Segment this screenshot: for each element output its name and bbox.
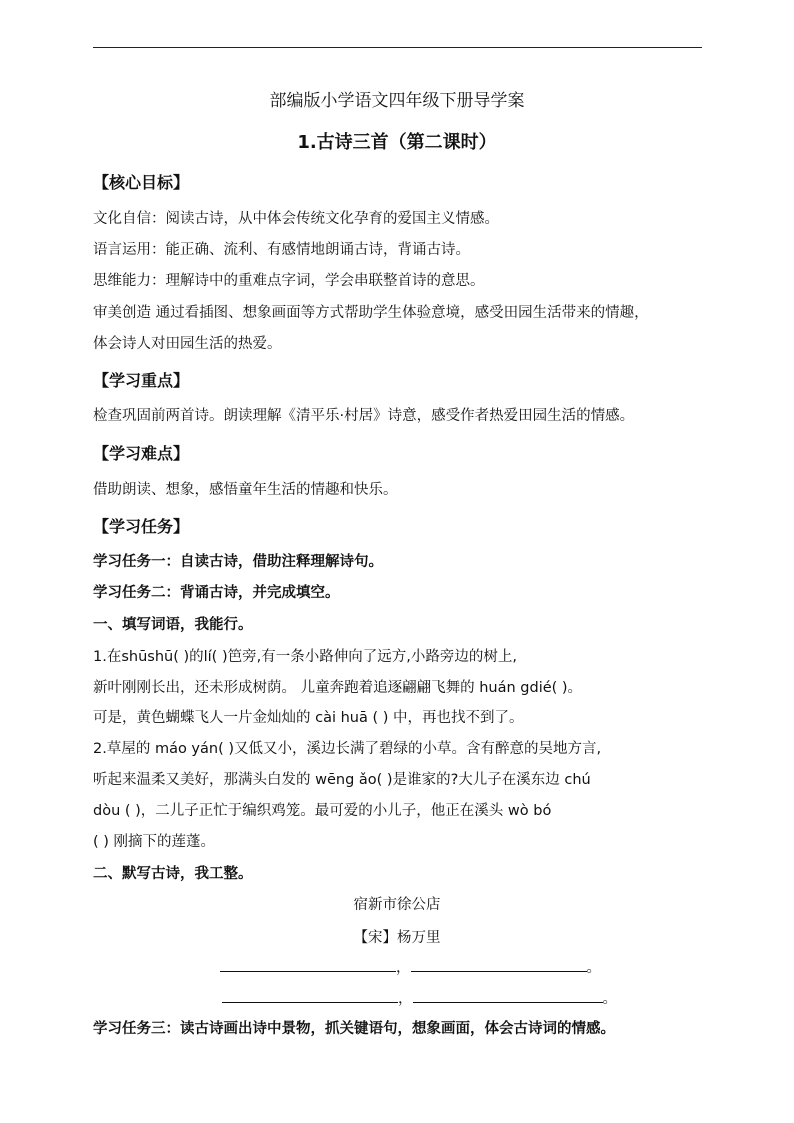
poem-blank-1a[interactable] (220, 957, 396, 972)
core-goal-2: 语言运用：能正确、流利、有感情地朗诵古诗，背诵古诗。 (93, 242, 470, 258)
poem-title: 宿新市徐公店 (353, 897, 441, 913)
part1-title: 一、填写词语，我能行。 (93, 617, 253, 633)
poem-author: 【宋】杨万里 (353, 930, 441, 946)
difficulties-text: 借助朗读、想象，感悟童年生活的情趣和快乐。 (93, 482, 398, 498)
q1-line-2: 新叶刚刚长出，还未形成树荫。 儿童奔跑着追逐翩翩飞舞的 huán gdié( )。 (93, 680, 583, 696)
poem-blank-2a[interactable] (222, 988, 398, 1003)
poem-fill-line-1[interactable]: ， 。 (220, 956, 601, 977)
task-2: 学习任务二：背诵古诗，并完成填空。 (93, 585, 340, 601)
core-goal-3: 思维能力：理解诗中的重难点字词，学会串联整首诗的意思。 (93, 273, 485, 289)
part2-title: 二、默写古诗，我工整。 (93, 866, 253, 882)
header-rule (93, 47, 702, 48)
core-goal-4: 审美创造 通过看插图、想象画面等方式帮助学生体验意境，感受田园生活带来的情趣， (93, 305, 649, 321)
q2-line-4: ( ) 刚摘下的莲蓬。 (93, 834, 216, 850)
q2-line-3: dòu ( )，二儿子正忙于编织鸡笼。最可爱的小儿子，他正在溪头 wò bó (93, 803, 552, 819)
page-title: 1.古诗三首（第二课时） (297, 132, 497, 153)
q2-line-2: 听起来温柔又美好，那满头白发的 wēng ǎo( )是谁家的?大儿子在溪东边 chú (93, 772, 591, 788)
key-points-heading: 【学习重点】 (93, 371, 190, 390)
q2-line-1: 2.草屋的 máo yán( )又低又小，溪边长满了碧绿的小草。含有醉意的吴地方言, (93, 741, 602, 757)
key-points-text: 检查巩固前两首诗。朗读理解《清平乐·村居》诗意，感受作者热爱田园生活的情感。 (93, 408, 635, 424)
difficulties-heading: 【学习难点】 (93, 444, 190, 463)
poem-blank-2b[interactable] (413, 988, 603, 1003)
q1-line-3: 可是，黄色蝴蝶飞人一片金灿灿的 cài huā ( ) 中，再也找不到了。 (93, 710, 524, 726)
q1-line-1: 1.在shūshū( )的lí( )笆旁,有一条小路伸向了远方,小路旁边的树上, (93, 649, 517, 665)
task-3: 学习任务三：读古诗画出诗中景物，抓关键语句，想象画面，体会古诗词的情感。 (93, 1021, 615, 1037)
core-goal-1: 文化自信：阅读古诗，从中体会传统文化孕育的爱国主义情感。 (93, 211, 499, 227)
page-subtitle: 部编版小学语文四年级下册导学案 (269, 91, 525, 111)
task-1: 学习任务一：自读古诗，借助注释理解诗句。 (93, 554, 383, 570)
tasks-heading: 【学习任务】 (93, 517, 190, 536)
core-goals-heading: 【核心目标】 (93, 173, 190, 192)
poem-blank-1b[interactable] (411, 957, 587, 972)
poem-fill-line-2[interactable]: ， 。 (222, 987, 617, 1008)
core-goal-4-cont: 体会诗人对田园生活的热爱。 (93, 336, 282, 352)
